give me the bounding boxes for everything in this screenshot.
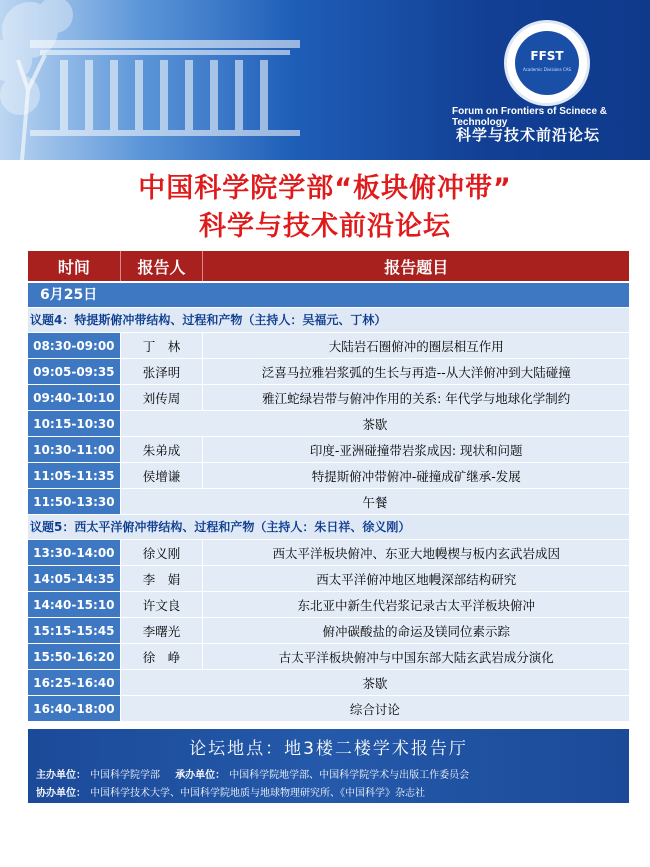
row-time: 10:30-11:00 (28, 437, 120, 462)
row-speaker: 刘传周 (120, 385, 203, 410)
table-row (28, 539, 629, 565)
forum-name-chinese: 科学与技术前沿论坛 (456, 126, 601, 144)
row-time: 09:05-09:35 (28, 359, 120, 384)
header-time: 时间 (28, 251, 121, 281)
co-organizer-label: 协办单位： (36, 788, 86, 799)
row-topic: 古太平洋板块俯冲与中国东部大陆玄武岩成分演化 (202, 644, 629, 669)
logo-emblem (515, 31, 579, 95)
host-value: 中国科学院学部 (90, 770, 160, 781)
row-speaker: 徐 峥 (120, 644, 203, 669)
co-organizer-line (36, 784, 437, 799)
row-topic: 大陆岩石圈俯冲的圈层相互作用 (202, 333, 629, 358)
row-time: 14:05-14:35 (28, 566, 120, 591)
venue-text: 论坛地点：地3楼二楼学术报告厅 (189, 739, 468, 759)
row-speaker: 侯增谦 (120, 463, 203, 488)
header-topic: 报告题目 (384, 257, 449, 277)
organizer-value: 中国科学院地学部、中国科学院学术与出版工作委员会 (229, 770, 470, 781)
row-time: 08:30-09:00 (28, 333, 120, 358)
row-time: 15:50-16:20 (28, 644, 120, 669)
table-row (28, 565, 629, 591)
logo-subtext: Academic Divisions CAS (522, 67, 572, 72)
row-topic: 特提斯俯冲带俯冲-碰撞成矿继承-发展 (202, 463, 629, 488)
table-header (28, 251, 629, 281)
session-4-heading: 议题4：特提斯俯冲带结构、过程和产物（主持人：吴福元、丁林） (28, 307, 629, 332)
table-row (28, 332, 629, 358)
table-row (28, 384, 629, 410)
forum-name-english: Forum on Frontiers of Scinece & Technology (452, 106, 608, 128)
session-4-rows (28, 332, 629, 514)
table-row (28, 669, 629, 695)
session-5-heading: 议题5：西太平洋俯冲带结构、过程和产物（主持人：朱日祥、徐义刚） (28, 514, 629, 539)
organizer-label: 承办单位： (175, 770, 226, 781)
row-topic: 印度-亚洲碰撞带岩浆成因: 现状和问题 (202, 437, 629, 462)
row-time: 11:50-13:30 (28, 489, 120, 514)
co-organizer-value: 中国科学技术大学、中国科学院地质与地球物理研究所、《中国科学》杂志社 (90, 788, 425, 799)
row-speaker: 张泽明 (120, 359, 203, 384)
table-row (28, 591, 629, 617)
row-speaker: 许文良 (120, 592, 203, 617)
table-row (28, 488, 629, 514)
row-speaker: 丁 林 (120, 333, 203, 358)
host-organizer-line (36, 766, 481, 781)
table-row (28, 462, 629, 488)
date-row: 6月25日 (28, 281, 629, 307)
table-row (28, 436, 629, 462)
row-topic: 西太平洋俯冲地区地幔深部结构研究 (202, 566, 629, 591)
page-title-line2: 科学与技术前沿论坛 (199, 211, 451, 242)
row-speaker: 李 娟 (120, 566, 203, 591)
table-row (28, 410, 629, 436)
row-topic: 东北亚中新生代岩浆记录古太平洋板块俯冲 (202, 592, 629, 617)
row-break-topic: 茶歇 (120, 411, 629, 436)
row-speaker: 徐义刚 (120, 540, 203, 565)
row-break-topic: 午餐 (120, 489, 629, 514)
session-5-rows (28, 539, 629, 721)
row-break-topic: 综合讨论 (120, 696, 629, 721)
row-topic: 雅江蛇绿岩带与俯冲作用的关系: 年代学与地球化学制约 (202, 385, 629, 410)
schedule-table (28, 251, 629, 721)
row-break-topic: 茶歇 (120, 670, 629, 695)
row-time: 10:15-10:30 (28, 411, 120, 436)
row-topic: 泛喜马拉雅岩浆弧的生长与再造--从大洋俯冲到大陆碰撞 (202, 359, 629, 384)
row-time: 16:40-18:00 (28, 696, 120, 721)
row-speaker: 李曙光 (120, 618, 203, 643)
row-topic: 西太平洋板块俯冲、东亚大地幔楔与板内玄武岩成因 (202, 540, 629, 565)
building-illustration (0, 0, 330, 160)
row-time: 15:15-15:45 (28, 618, 120, 643)
footer-panel (28, 729, 629, 803)
row-time: 16:25-16:40 (28, 670, 120, 695)
table-row (28, 695, 629, 721)
logo-text: FFST (530, 49, 564, 63)
page-title-line1: 中国科学院学部“板块俯冲带” (138, 173, 512, 204)
row-topic: 俯冲碳酸盐的命运及镁同位素示踪 (202, 618, 629, 643)
row-time: 13:30-14:00 (28, 540, 120, 565)
row-time: 11:05-11:35 (28, 463, 120, 488)
table-row (28, 617, 629, 643)
table-row (28, 358, 629, 384)
ffst-logo (504, 20, 590, 106)
header-banner (0, 0, 650, 160)
row-time: 09:40-10:10 (28, 385, 120, 410)
row-speaker: 朱弟成 (120, 437, 203, 462)
header-speaker: 报告人 (121, 251, 204, 281)
host-label: 主办单位： (36, 770, 86, 781)
row-time: 14:40-15:10 (28, 592, 120, 617)
table-row (28, 643, 629, 669)
